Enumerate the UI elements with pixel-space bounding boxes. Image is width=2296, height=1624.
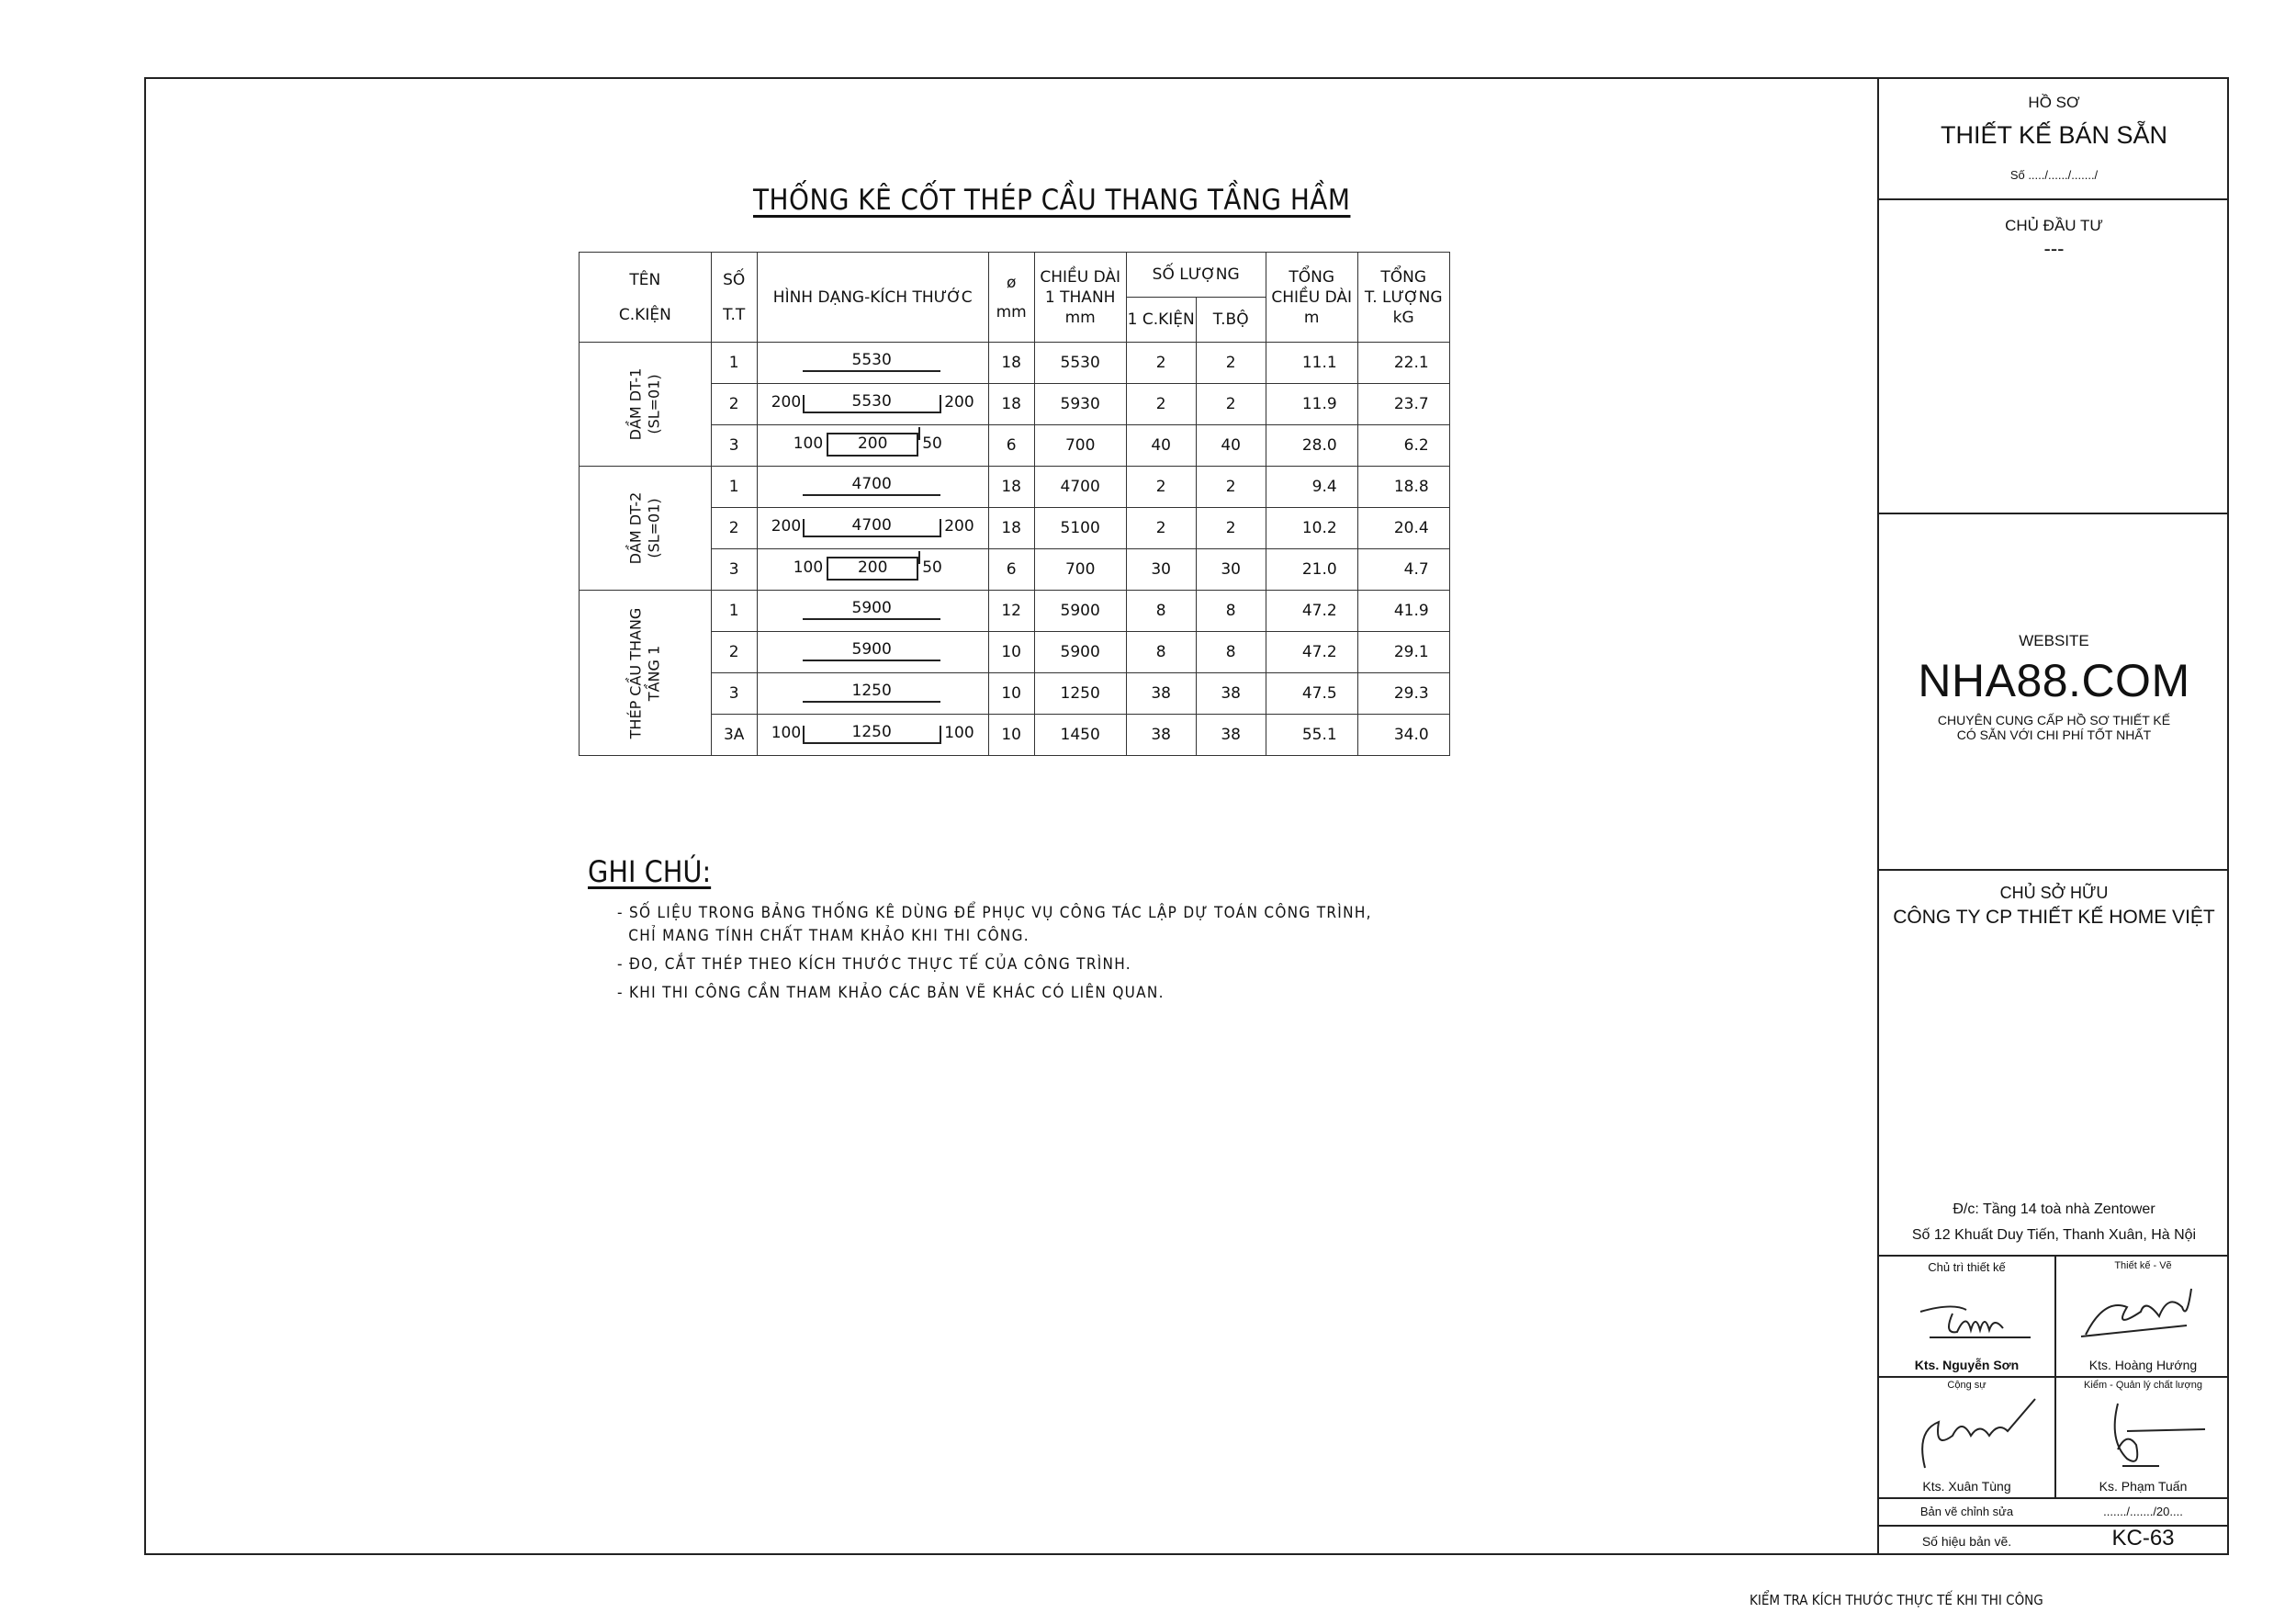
signature-4 [2090,1394,2219,1477]
header-cd-3: mm [1064,308,1096,327]
hook-length-right: 200 [944,517,974,536]
qty-per-member: 2 [1126,343,1196,384]
qty-per-member: 8 [1126,632,1196,673]
sheet-title: THỐNG KÊ CỐT THÉP CẦU THANG TẦNG HẦM [753,184,1351,217]
total-weight-kg: 20.4 [1357,508,1449,549]
signature-1 [1916,1293,2035,1348]
bar-length-mm: 5930 [1034,384,1126,425]
group-name [626,368,663,441]
total-weight-kg: 18.8 [1357,467,1449,508]
bar-length-mm: 5900 [1034,591,1126,632]
bar-length: 1250 [851,723,892,741]
row-number: 3 [711,549,757,591]
row-number: 2 [711,508,757,549]
bar-line [803,494,940,496]
hook-length-left: 200 [771,517,802,536]
qty-total: 30 [1196,549,1266,591]
total-weight-kg: 6.2 [1357,425,1449,467]
note-line: - KHI THI CÔNG CẦN THAM KHẢO CÁC BẢN VẼ KHÁC CÓ LIÊN QUAN. [617,984,1165,1002]
bar-line [803,370,940,372]
shape-cell [757,508,988,549]
header-tong-chieu-dai [1266,253,1357,343]
hook-length-left: 200 [771,393,802,412]
group-name-cell [580,591,712,756]
sig-hline [1879,1497,2229,1499]
bar-shape [759,673,986,714]
total-length-m: 47.2 [1266,591,1357,632]
person-name: Ks. Phạm Tuấn [2099,1479,2188,1494]
hook-length-right: 100 [944,724,974,742]
bar-line [803,660,940,661]
bar-shape [759,715,986,755]
shape-cell [757,384,988,425]
shape-cell [757,673,988,715]
bar-shape [759,508,986,548]
header-so [711,253,757,343]
title-block [1877,77,2229,1555]
total-weight-kg: 29.1 [1357,632,1449,673]
bar-length-mm: 700 [1034,549,1126,591]
ho-so-label: HỒ SƠ [2028,94,2080,111]
header-phi-2: mm [996,302,1027,321]
header-ttl-2: T. LƯỢNG [1364,288,1443,307]
row-number: 3A [711,715,757,756]
total-length-m: 47.5 [1266,673,1357,715]
shape-cell [757,591,988,632]
bar-shape [759,467,986,507]
stirrup-right: 50 [922,558,942,577]
header-ten-1: TÊN [629,270,661,289]
bar-length-mm: 1450 [1034,715,1126,756]
row-number: 3 [711,673,757,715]
stirrup-width: 200 [857,434,888,453]
header-tcd-1: TỔNG [1289,267,1335,287]
group-name-line-2: TẦNG 1 [645,645,663,701]
qty-total: 2 [1196,343,1266,384]
qty-per-member: 2 [1126,508,1196,549]
bar-length: 5900 [851,599,892,617]
header-hinh-dang: HÌNH DẠNG-KÍCH THƯỚC [757,253,988,343]
qty-total: 38 [1196,715,1266,756]
role-label: Kiểm - Quản lý chất lượng [2084,1380,2202,1391]
qty-per-member: 38 [1126,715,1196,756]
group-name-line-2: (SL=01) [645,374,663,434]
shape-cell [757,343,988,384]
diameter: 6 [988,549,1034,591]
shape-cell [757,715,988,756]
role-label: Thiết kế - Vẽ [2114,1260,2172,1271]
diameter: 10 [988,632,1034,673]
stirrup-hook [918,427,920,440]
shape-cell [757,467,988,508]
group-name-line-1: THÉP CẦU THANG [626,607,645,739]
header-phi [988,253,1034,343]
group-name-cell [580,467,712,591]
stirrup-width: 200 [857,558,888,577]
hook-length-right: 200 [944,393,974,412]
total-length-m: 11.1 [1266,343,1357,384]
total-length-m: 10.2 [1266,508,1357,549]
stirrup-left: 100 [793,558,824,577]
total-length-m: 28.0 [1266,425,1357,467]
bar-line [803,618,940,620]
qty-total: 40 [1196,425,1266,467]
steel-schedule-table [579,252,1450,756]
person-name: Kts. Nguyễn Sơn [1914,1358,2020,1372]
bar-length-mm: 5900 [1034,632,1126,673]
row-number: 2 [711,384,757,425]
total-weight-kg: 4.7 [1357,549,1449,591]
total-length-m: 55.1 [1266,715,1357,756]
shape-cell [757,425,988,467]
bar-length: 5530 [851,392,892,411]
chu-so-huu-name: CÔNG TY CP THIẾT KẾ HOME VIỆT [1893,907,2215,928]
slogan-line-1: CHUYÊN CUNG CẤP HỒ SƠ THIẾT KẾ [1937,713,2171,727]
sig-hline [1879,1376,2229,1378]
so-number: Số ...../....../......./ [2009,168,2099,182]
bar-shape [759,591,986,631]
footer-note: KIỂM TRA KÍCH THƯỚC THỰC TẾ KHI THI CÔNG [1750,1592,2043,1608]
role-label: Cộng sự [1947,1380,1986,1391]
total-weight-kg: 29.3 [1357,673,1449,715]
hook-length-left: 100 [771,724,802,742]
stirrup-hook [918,551,920,564]
chu-so-huu-section [1879,871,2229,1257]
bar-length-mm: 5530 [1034,343,1126,384]
person-name: Kts. Hoàng Hướng [2088,1358,2198,1372]
bar-length: 5530 [851,351,892,369]
group-name [626,607,663,739]
bar-shape [759,632,986,672]
group-name-cell [580,343,712,467]
diameter: 10 [988,715,1034,756]
total-weight-kg: 41.9 [1357,591,1449,632]
qty-total: 38 [1196,673,1266,715]
header-sl-ckien: 1 C.KIỆN [1126,298,1196,343]
note-line: - SỐ LIỆU TRONG BẢNG THỐNG KÊ DÙNG ĐỂ PHỤC VỤ CÔNG TÁC LẬP DỰ TOÁN CÔNG TRÌNH, [617,904,1372,922]
table-row [580,467,1450,508]
chu-so-huu-label: CHỦ SỞ HỮU [1999,884,2109,902]
revision-label: Bản vẽ chỉnh sửa [1919,1505,2014,1518]
header-ten-2: C.KIỆN [618,305,671,324]
diameter: 12 [988,591,1034,632]
diameter: 18 [988,508,1034,549]
address-line-2: Số 12 Khuất Duy Tiến, Thanh Xuân, Hà Nội [1911,1227,2197,1243]
group-name-line-1: DẦM DT-2 [626,491,645,565]
group-name [626,492,663,565]
bar-line [803,701,940,703]
slogan-line-2: CÓ SẴN VỚI CHI PHÍ TỐT NHẤT [1956,727,2152,742]
qty-total: 8 [1196,632,1266,673]
bar-shape [759,549,986,590]
note-line: CHỈ MANG TÍNH CHẤT THAM KHẢO KHI THI CÔNG. [617,927,1030,945]
row-number: 1 [711,591,757,632]
group-name-line-1: DẦM DT-1 [626,367,645,441]
ho-so-section [1879,77,2229,200]
total-length-m: 9.4 [1266,467,1357,508]
header-chieu-dai [1034,253,1126,343]
signature-2 [2077,1280,2205,1353]
bar-length-mm: 5100 [1034,508,1126,549]
diameter: 6 [988,425,1034,467]
total-length-m: 11.9 [1266,384,1357,425]
website-url[interactable]: NHA88.COM [1918,655,2190,706]
qty-per-member: 38 [1126,673,1196,715]
row-number: 2 [711,632,757,673]
shape-cell [757,632,988,673]
signature-3 [1907,1394,2044,1477]
revision-value: ......./......./20.... [2103,1505,2183,1518]
chu-dau-tu-value: --- [2043,237,2065,260]
header-so-2: T.T [723,305,746,324]
bar-shape [759,425,986,466]
bar-length: 4700 [851,475,892,493]
notes-title: GHI CHÚ: [588,854,712,889]
qty-per-member: 30 [1126,549,1196,591]
person-name: Kts. Xuân Tùng [1922,1479,2011,1494]
total-length-m: 21.0 [1266,549,1357,591]
table-row [580,591,1450,632]
bar-length: 4700 [851,516,892,535]
qty-total: 2 [1196,508,1266,549]
header-tcd-2: CHIỀU DÀI [1271,288,1353,307]
header-ttl-3: kG [1392,308,1414,327]
notes-section [588,854,1372,1005]
shape-cell [757,549,988,591]
chu-dau-tu-label: CHỦ ĐẦU TƯ [2005,217,2103,234]
qty-per-member: 2 [1126,384,1196,425]
bar-shape [759,384,986,424]
sheet-number: KC-63 [2111,1526,2175,1551]
row-number: 3 [711,425,757,467]
qty-total: 2 [1196,384,1266,425]
bar-length-mm: 700 [1034,425,1126,467]
bar-length-mm: 1250 [1034,673,1126,715]
table-row [580,343,1450,384]
sheet-no-label: Số hiệu bản vẽ. [1921,1534,2012,1549]
total-weight-kg: 23.7 [1357,384,1449,425]
bar-length: 5900 [851,640,892,659]
bar-shape [759,343,986,383]
row-number: 1 [711,467,757,508]
header-so-luong: SỐ LƯỢNG [1126,253,1266,298]
signature-grid [1879,1257,2229,1555]
header-phi-1: ø [1006,273,1017,292]
header-tcd-3: m [1303,308,1320,327]
diameter: 10 [988,673,1034,715]
stirrup-left: 100 [793,434,824,453]
header-so-1: SỐ [723,270,746,289]
header-row [580,253,1450,298]
header-ttl-1: TỔNG [1380,267,1427,287]
ho-so-title: THIẾT KẾ BÁN SẴN [1940,121,2168,149]
role-label: Chủ trì thiết kế [1928,1260,2006,1274]
diameter: 18 [988,467,1034,508]
header-ten [580,253,712,343]
qty-total: 2 [1196,467,1266,508]
bar-length-mm: 4700 [1034,467,1126,508]
total-weight-kg: 34.0 [1357,715,1449,756]
bar-length: 1250 [851,682,892,700]
qty-total: 8 [1196,591,1266,632]
group-name-line-2: (SL=01) [645,498,663,558]
website-section [1879,514,2229,871]
address-line-1: Đ/c: Tầng 14 toà nhà Zentower [1953,1201,2155,1217]
chu-dau-tu-section [1879,200,2229,514]
row-number: 1 [711,343,757,384]
total-weight-kg: 22.1 [1357,343,1449,384]
qty-per-member: 8 [1126,591,1196,632]
website-label: WEBSITE [2019,632,2089,649]
header-cd-1: CHIỀU DÀI [1040,267,1121,287]
bar-line [803,536,940,537]
diameter: 18 [988,384,1034,425]
qty-per-member: 40 [1126,425,1196,467]
bar-line [803,742,940,744]
header-cd-2: 1 THANH [1044,288,1116,307]
bar-line [803,412,940,413]
header-tong-trong-luong [1357,253,1449,343]
stirrup-right: 50 [922,434,942,453]
total-length-m: 47.2 [1266,632,1357,673]
qty-per-member: 2 [1126,467,1196,508]
header-sl-tbo: T.BỘ [1196,298,1266,343]
note-line: - ĐO, CẮT THÉP THEO KÍCH THƯỚC THỰC TẾ CỦA CÔNG TRÌNH. [617,955,1131,974]
diameter: 18 [988,343,1034,384]
